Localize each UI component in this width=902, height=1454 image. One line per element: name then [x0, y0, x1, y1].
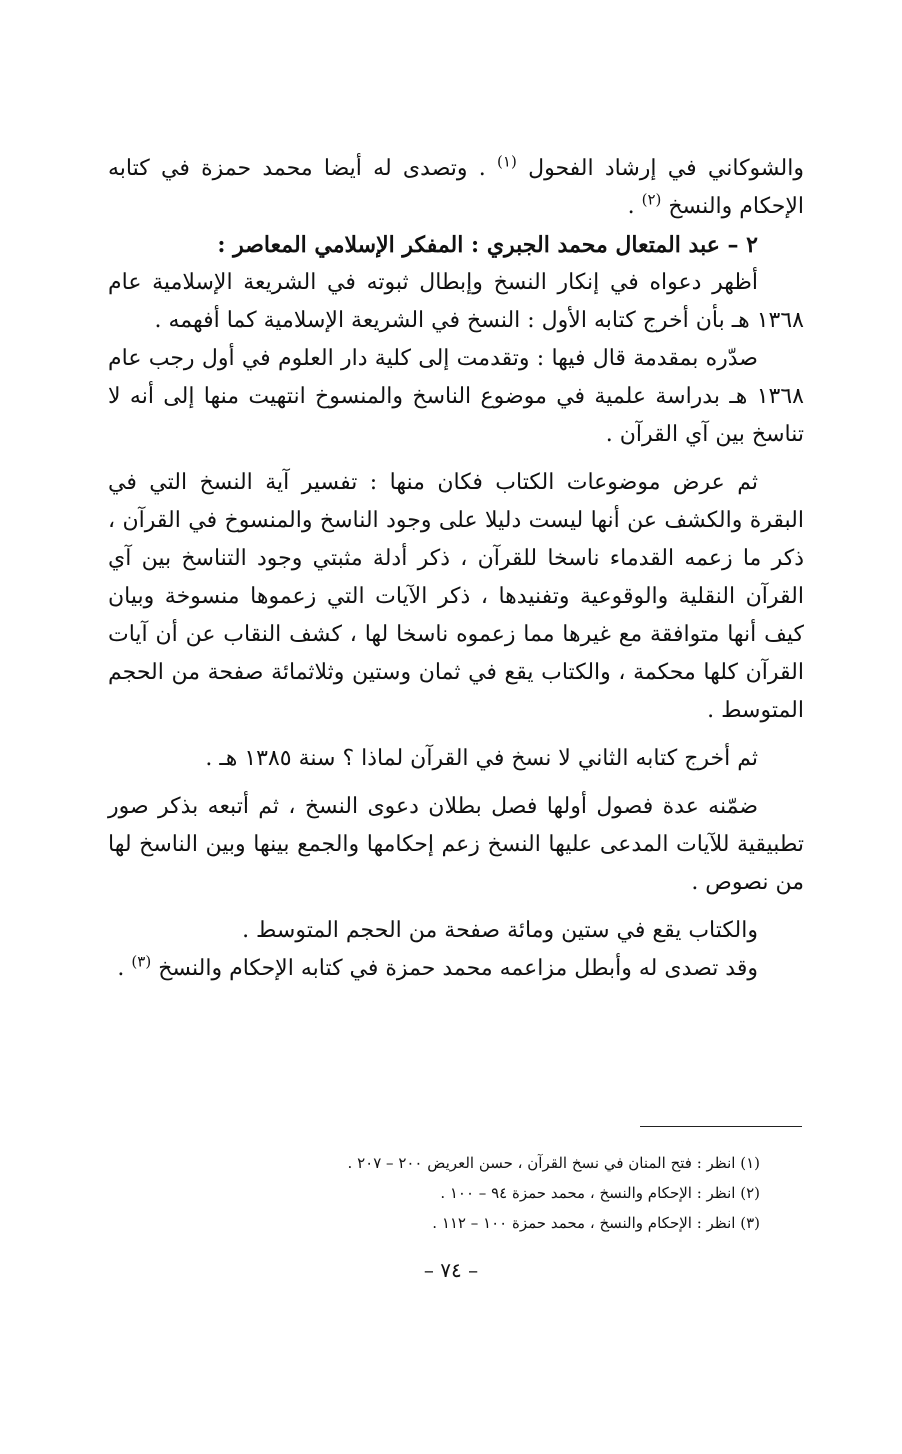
paragraph-8-text: وقد تصدى له وأبطل مزاعمه محمد حمزة في كتابه الإحكام والنسخ [158, 956, 758, 981]
paragraph-4: ثم عرض موضوعات الكتاب فكان منها : تفسير آية النسخ التي في البقرة والكشف عن أنها ليست دليلا على وجود الناسخ والمنسوخ في القرآن ، ذكر ما زعمه القدماء ناسخا للقرآن ، ذكر أدلة مثبتي وجود التناسخ بين آي القرآن النقلية والوقوعية وتفنيدها ، ذكر الآيات التي زعموها منسوخة وبيان كيف أنها متوافقة مع غيرها مما زعموه ناسخا لها ، كشف النقاب عن أن آيات القرآن كلها محكمة ، والكتاب يقع في ثمان وستين وثلاثمائة صفحة من الحجم المتوسط . [108, 470, 804, 723]
footnote-ref-2: (٢) [641, 190, 662, 209]
paragraph-5: ثم أخرج كتابه الثاني لا نسخ في القرآن لماذا ؟ سنة ١٣٨٥ هـ . [205, 746, 758, 771]
paragraph-1-end: . [627, 194, 635, 219]
paragraph-1-text-a: والشوكاني في إرشاد الفحول [528, 156, 804, 181]
footnote-1: (١) انظر : فتح المنان في نسخ القرآن ، حسن العريض ٢٠٠ – ٢٠٧ . [347, 1154, 760, 1172]
page-number: – ٧٤ – [423, 1258, 479, 1282]
paragraph-6: ضمّنه عدة فصول أولها فصل بطلان دعوى النسخ ، ثم أتبعه بذكر صور تطبيقية للآيات المدعى عليها النسخ زعم إحكامها والجمع بينها وبين الناسخ لها من نصوص . [108, 794, 804, 895]
paragraph-1 [108, 150, 804, 226]
paragraph-2: أظهر دعواه في إنكار النسخ وإبطال ثبوته في الشريعة الإسلامية عام ١٣٦٨ هـ بأن أخرج كتابه الأول : النسخ في الشريعة الإسلامية كما أفهمه . [108, 270, 804, 333]
footnote-ref-1: (١) [497, 152, 517, 171]
section-heading: ٢ – عبد المتعال محمد الجبري : المفكر الإسلامي المعاصر : [217, 232, 758, 258]
paragraph-1-text-b: . وتصدى له أيضا محمد حمزة في كتابه الإحكام والنسخ [108, 156, 804, 219]
paragraph-3: صدّره بمقدمة قال فيها : وتقدمت إلى كلية دار العلوم في أول رجب عام ١٣٦٨ هـ بدراسة علمية في موضوع الناسخ والمنسوخ انتهيت منها إلى أنه لا تناسخ بين آي القرآن . [108, 346, 804, 447]
paragraph-8-end: . [117, 956, 125, 981]
footnote-ref-3: (٣) [131, 952, 152, 971]
footnote-2: (٢) انظر : الإحكام والنسخ ، محمد حمزة ٩٤ – ١٠٠ . [440, 1184, 760, 1202]
paragraph-7: والكتاب يقع في ستين ومائة صفحة من الحجم المتوسط . [242, 918, 758, 943]
footnotes [160, 1148, 760, 1238]
paragraph-8 [108, 950, 804, 988]
footnote-3: (٣) انظر : الإحكام والنسخ ، محمد حمزة ١٠٠ – ١١٢ . [432, 1214, 760, 1232]
footnote-divider [640, 1126, 802, 1127]
main-text [108, 150, 804, 988]
